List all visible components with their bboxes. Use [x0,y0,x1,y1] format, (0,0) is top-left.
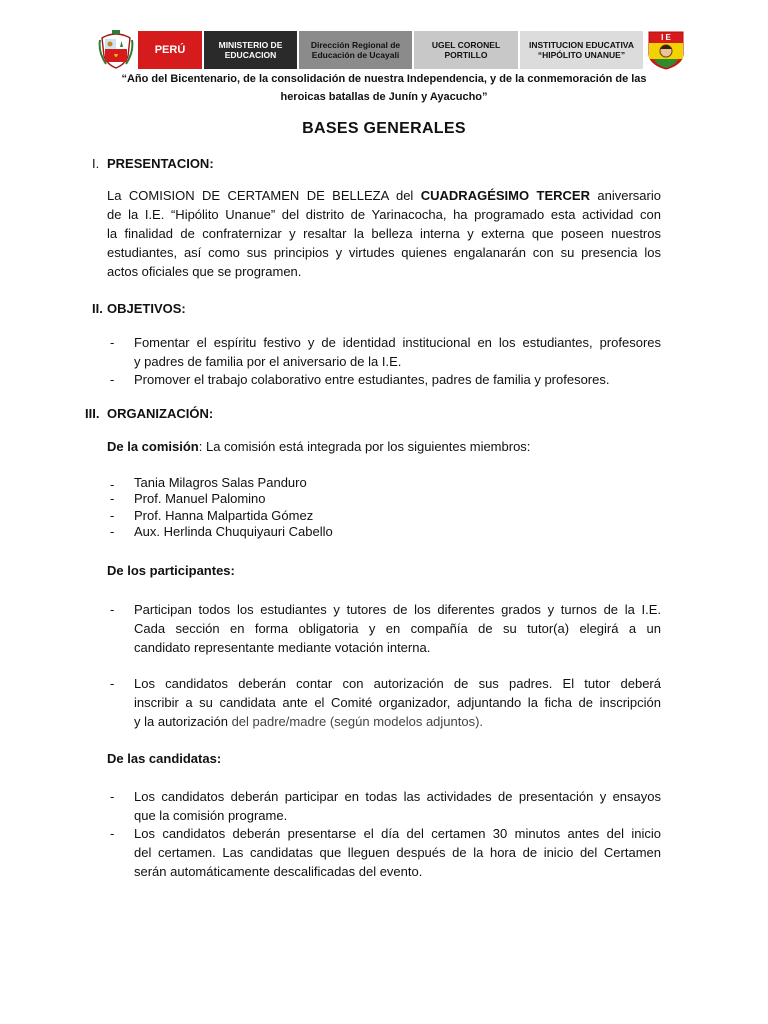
peru-coat-of-arms-icon [98,30,134,70]
bullet-dash: - [110,491,115,506]
bullet-dash: - [110,477,115,492]
subheading: De las candidatas: [107,751,222,766]
bullet-dash: - [110,524,115,539]
svg-text:I E: I E [661,33,671,42]
bullet-dash: - [110,602,115,617]
slogan-line: heroicas batallas de Junín y Ayacucho” [280,91,488,103]
bullet-dash: - [110,372,115,387]
institucion-label: INSTITUCION EDUCATIVA “HIPÓLITO UNANUE” [520,31,643,69]
bullet-dash: - [110,826,115,841]
list-item-line: Promover el trabajo colaborativo entre estudiantes, padres de familia y profesores. [134,372,610,387]
ugel-label: UGEL CORONEL PORTILLO [414,31,518,69]
section-number: III. [85,406,100,421]
list-item-line: inscribir a su candidata ante el Comité organizador, adjuntando la ficha de inscripción [134,695,661,710]
section-heading: PRESENTACION: [107,156,214,171]
list-item [134,787,661,825]
list-item-line: y la autorización del padre/madre (según modelos adjuntos). [134,714,484,729]
list-item-line: del certamen. Las candidatas que lleguen después de la hora de inicio del Certamen [134,845,661,860]
section-heading: OBJETIVOS: [107,301,186,316]
presentation-paragraph [107,186,661,281]
list-item-line: y padres de familia por el aniversario de la I.E. [134,354,402,369]
list-item-line: Los candidatos deberán presentarse el día del certamen 30 minutos antes del inicio [134,826,661,841]
list-item-line: Los candidatos deberán contar con autorización de sus padres. El tutor deberá [134,676,661,691]
slogan [100,70,668,106]
list-item-line: serán automáticamente descalificadas del evento. [134,864,423,879]
peru-label: PERÚ [138,31,202,69]
bullet-dash: - [110,789,115,804]
section-heading: ORGANIZACIÓN: [107,406,214,421]
letterhead [98,30,688,70]
comision-intro [107,437,530,456]
list-item-line: Los candidatos deberán participar en todas las actividades de presentación y ensayos [134,789,661,804]
list-item-line: Cada sección en forma obligatoria y en compañía de su tutor(a) elegirá a un [134,621,661,636]
list-item [134,370,661,389]
list-item: Prof. Manuel Palomino [134,491,266,506]
list-item: Aux. Herlinda Chuquiyauri Cabello [134,524,333,539]
comision-text: : La comisión está integrada por los siguientes miembros: [198,439,531,454]
list-item-line: candidato representante mediante votación interna. [134,640,431,655]
document-title: BASES GENERALES [302,120,466,137]
list-item: Prof. Hanna Malpartida Gómez [134,508,314,523]
list-item [134,600,661,657]
dre-label: Dirección Regional de Educación de Ucayali [299,31,412,69]
list-item [134,333,661,371]
paragraph-line: la finalidad de confraternizar y resaltar la belleza interna y externa que poseen nuestros [107,226,661,241]
slogan-line: “Año del Bicentenario, de la consolidación de nuestra Independencia, y de la conmemoración de las [121,73,647,85]
school-shield-icon [646,30,686,70]
section-number: I. [92,156,100,171]
subheading: De los participantes: [107,563,235,578]
ministerio-label: MINISTERIO DE EDUCACION [204,31,297,69]
list-item-line: Fomentar el espíritu festivo y de identidad institucional en los estudiantes, profesores [134,335,661,350]
list-item-line: Participan todos los estudiantes y tutores de los diferentes grados y turnos de la I.E. [134,602,661,617]
list-item-line: que la comisión programe. [134,808,288,823]
paragraph-line: de la I.E. “Hipólito Unanue” del distrito de Yarinacocha, ha programado esta actividad con [107,207,661,222]
paragraph-line: La COMISION DE CERTAMEN DE BELLEZA del CUADRAGÉSIMO TERCER aniversario [107,188,661,203]
bullet-dash: - [110,508,115,523]
list-item: Tania Milagros Salas Panduro [134,475,307,490]
list-item [134,824,661,881]
bullet-dash: - [110,676,115,691]
section-number: II. [92,301,103,316]
list-item [134,674,661,731]
bullet-dash: - [110,335,115,350]
paragraph-line: actos oficiales que se programen. [107,264,302,279]
subheading: De la comisión [107,439,199,454]
paragraph-line: estudiantes, así como sus principios y virtudes quienes engalanarán con su presencia los [107,245,661,260]
